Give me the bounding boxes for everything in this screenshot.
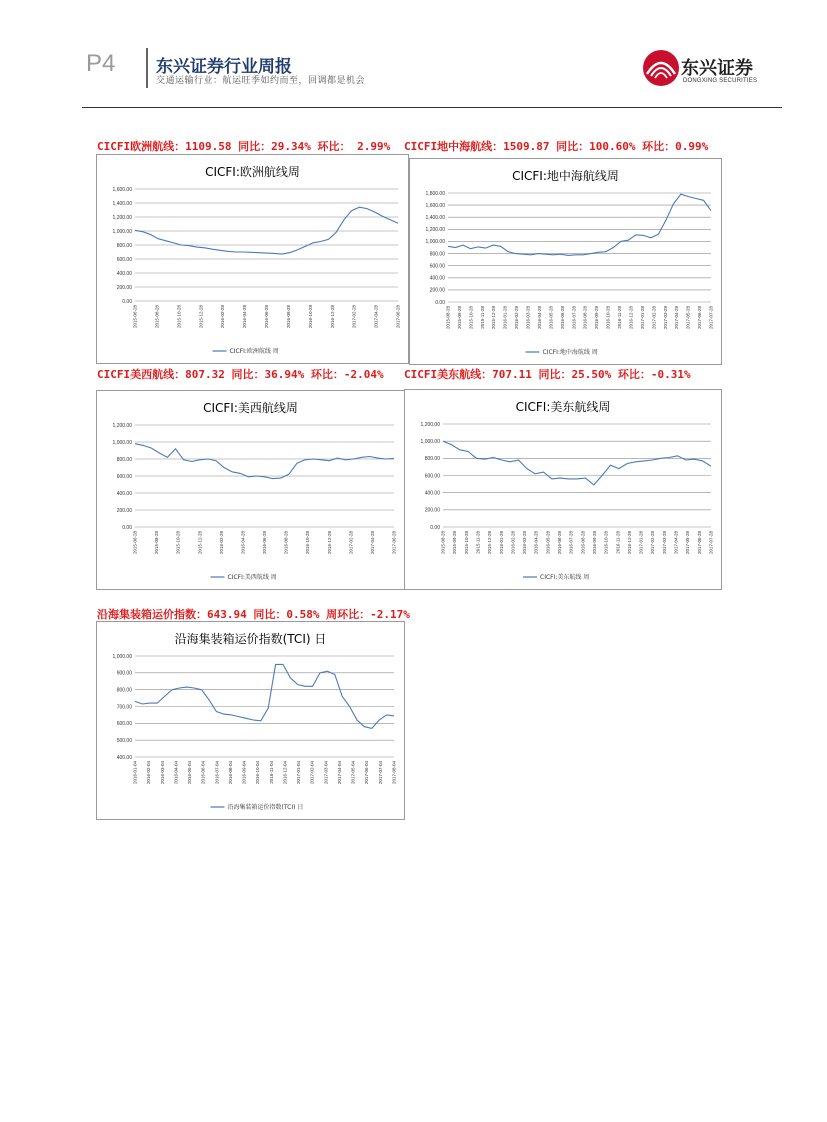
x-tick-label: 2017-06-28 bbox=[395, 305, 401, 329]
x-tick-label: 2017-05-28 bbox=[685, 531, 691, 555]
y-tick-label: 1,600.00 bbox=[425, 202, 445, 209]
x-tick-label: 2016-10-28 bbox=[603, 531, 609, 555]
x-tick-label: 2016-05-04 bbox=[187, 761, 193, 785]
y-tick-label: 1,600.00 bbox=[112, 186, 132, 193]
y-tick-label: 1,000.00 bbox=[112, 653, 132, 660]
x-tick-label: 2017-01-04 bbox=[296, 761, 302, 785]
x-tick-label: 2017-04-28 bbox=[369, 531, 375, 555]
x-tick-label: 2015-12-28 bbox=[491, 306, 497, 330]
header-divider bbox=[146, 48, 148, 88]
series-line bbox=[448, 194, 711, 255]
y-tick-label: 1,000.00 bbox=[112, 228, 132, 235]
x-tick-label: 2015-11-28 bbox=[479, 306, 485, 329]
x-tick-label: 2015-10-28 bbox=[175, 531, 181, 555]
x-tick-label: 2016-11-04 bbox=[268, 761, 274, 784]
x-tick-label: 2016-11-28 bbox=[617, 306, 623, 329]
x-tick-label: 2015-09-28 bbox=[452, 531, 458, 555]
x-tick-label: 2017-06-04 bbox=[364, 761, 370, 785]
x-tick-label: 2015-08-28 bbox=[154, 305, 160, 329]
x-tick-label: 2016-05-28 bbox=[548, 306, 554, 330]
chart-usw bbox=[96, 390, 405, 590]
x-tick-label: 2017-04-04 bbox=[336, 761, 342, 785]
y-tick-label: 500.00 bbox=[116, 737, 132, 744]
x-tick-label: 2016-09-04 bbox=[241, 761, 247, 785]
x-tick-label: 2016-03-28 bbox=[522, 531, 528, 555]
legend-label: CICFI:美东航线 周 bbox=[540, 574, 590, 581]
y-tick-label: 600.00 bbox=[116, 473, 132, 480]
chart-svg bbox=[97, 155, 408, 363]
x-tick-label: 2017-03-04 bbox=[323, 761, 329, 785]
x-tick-label: 2016-06-28 bbox=[262, 531, 267, 555]
series-line bbox=[135, 664, 394, 728]
x-tick-label: 2016-12-04 bbox=[282, 761, 288, 785]
chart-use bbox=[404, 389, 722, 590]
y-tick-label: 0.00 bbox=[435, 299, 445, 306]
x-tick-label: 2016-07-28 bbox=[568, 531, 574, 555]
chart-svg bbox=[405, 390, 721, 589]
x-tick-label: 2017-03-28 bbox=[661, 531, 667, 555]
x-tick-label: 2017-06-28 bbox=[391, 531, 397, 555]
stat-tci: 沿海集装箱运价指数：643.94 同比：0.58% 周环比：-2.17% bbox=[97, 608, 410, 621]
x-tick-label: 2017-05-04 bbox=[350, 761, 356, 785]
x-tick-label: 2016-07-04 bbox=[214, 761, 220, 785]
x-tick-label: 2016-02-04 bbox=[146, 761, 152, 785]
x-tick-label: 2017-01-28 bbox=[638, 531, 644, 555]
report-title: 东兴证券行业周报 bbox=[156, 57, 292, 77]
x-tick-label: 2016-07-28 bbox=[571, 306, 577, 330]
y-tick-label: 1,400.00 bbox=[425, 215, 445, 222]
x-tick-label: 2016-08-28 bbox=[582, 306, 588, 330]
chart-med bbox=[409, 158, 722, 365]
x-tick-label: 2016-10-04 bbox=[255, 761, 261, 785]
y-tick-label: 200.00 bbox=[116, 507, 132, 514]
x-tick-label: 2017-04-28 bbox=[373, 305, 379, 329]
y-tick-label: 1,000.00 bbox=[425, 239, 445, 246]
x-tick-label: 2015-08-28 bbox=[445, 306, 451, 330]
y-tick-label: 400.00 bbox=[116, 490, 132, 497]
x-tick-label: 2017-08-04 bbox=[391, 761, 397, 785]
legend-label: CICFI:欧洲航线 周 bbox=[229, 348, 279, 355]
x-tick-label: 2016-11-28 bbox=[615, 531, 621, 554]
x-tick-label: 2015-12-28 bbox=[197, 531, 203, 555]
x-tick-label: 2016-08-04 bbox=[227, 761, 233, 785]
x-tick-label: 2015-08-28 bbox=[154, 531, 160, 555]
chart-eu bbox=[96, 154, 409, 364]
x-tick-label: 2016-04-28 bbox=[533, 531, 539, 555]
x-tick-label: 2016-08-28 bbox=[580, 531, 586, 555]
y-tick-label: 1,000.00 bbox=[112, 439, 132, 446]
y-tick-label: 1,200.00 bbox=[112, 214, 132, 221]
chart-title: 沿海集装箱运价指数(TCI) 日 bbox=[174, 632, 327, 646]
x-tick-label: 2017-07-28 bbox=[708, 531, 714, 555]
y-tick-label: 0.00 bbox=[430, 524, 440, 531]
legend-label: CICFI:地中海航线 周 bbox=[542, 349, 598, 356]
x-tick-label: 2015-10-28 bbox=[463, 531, 469, 555]
chart-tci bbox=[96, 621, 405, 820]
x-tick-label: 2016-03-04 bbox=[159, 761, 165, 785]
y-tick-label: 1,200.00 bbox=[425, 227, 445, 234]
x-tick-label: 2016-03-28 bbox=[525, 306, 531, 330]
x-tick-label: 2017-04-28 bbox=[674, 306, 680, 330]
y-tick-label: 400.00 bbox=[424, 490, 440, 497]
x-tick-label: 2016-12-28 bbox=[626, 531, 632, 555]
x-tick-label: 2016-06-04 bbox=[200, 761, 206, 785]
x-tick-label: 2017-02-28 bbox=[348, 531, 354, 555]
y-tick-label: 700.00 bbox=[116, 704, 132, 711]
stat-eu: CICFI欧洲航线：1109.58 同比：29.34% 环比： 2.99% bbox=[97, 140, 391, 153]
x-tick-label: 2017-02-28 bbox=[650, 531, 656, 555]
y-tick-label: 1,400.00 bbox=[112, 200, 132, 207]
x-tick-label: 2016-02-28 bbox=[510, 531, 516, 555]
x-tick-label: 2016-12-28 bbox=[329, 305, 335, 329]
logo-cn-text: 东兴证券 bbox=[681, 58, 753, 79]
x-tick-label: 2016-04-28 bbox=[240, 531, 246, 555]
y-tick-label: 1,800.00 bbox=[425, 190, 445, 197]
x-tick-label: 2015-10-28 bbox=[468, 306, 474, 330]
x-tick-label: 2016-01-04 bbox=[132, 761, 138, 785]
y-tick-label: 0.00 bbox=[122, 298, 132, 305]
x-tick-label: 2016-08-28 bbox=[283, 531, 289, 555]
chart-title: CICFI:美西航线周 bbox=[203, 401, 298, 415]
x-tick-label: 2016-04-28 bbox=[242, 305, 248, 329]
x-tick-label: 2016-04-04 bbox=[173, 761, 179, 785]
y-tick-label: 400.00 bbox=[116, 754, 132, 761]
page-header bbox=[0, 0, 827, 110]
y-tick-label: 800.00 bbox=[429, 251, 445, 258]
y-tick-label: 200.00 bbox=[429, 287, 445, 294]
x-tick-label: 2017-02-04 bbox=[309, 761, 315, 785]
y-tick-label: 800.00 bbox=[424, 456, 440, 463]
x-tick-label: 2016-06-28 bbox=[559, 306, 565, 330]
stat-med: CICFI地中海航线：1509.87 同比：100.60% 环比：0.99% bbox=[404, 140, 709, 153]
y-tick-label: 600.00 bbox=[429, 263, 445, 270]
x-tick-label: 2015-09-28 bbox=[456, 306, 462, 330]
series-line bbox=[443, 441, 711, 485]
x-tick-label: 2015-11-28 bbox=[475, 531, 481, 554]
x-tick-label: 2016-06-28 bbox=[557, 531, 563, 555]
x-tick-label: 2017-03-28 bbox=[662, 306, 668, 330]
x-tick-label: 2017-01-28 bbox=[639, 306, 645, 330]
header-rule bbox=[82, 107, 782, 108]
series-line bbox=[135, 207, 398, 254]
x-tick-label: 2015-10-28 bbox=[176, 305, 182, 329]
y-tick-label: 600.00 bbox=[116, 256, 132, 263]
x-tick-label: 2016-12-28 bbox=[628, 306, 634, 330]
x-tick-label: 2017-04-28 bbox=[673, 531, 679, 555]
report-subtitle: 交通运输行业：航运旺季如约而至，回调都是机会 bbox=[156, 76, 366, 86]
chart-svg bbox=[97, 391, 404, 589]
logo-mark-icon bbox=[641, 48, 681, 88]
chart-svg bbox=[410, 159, 721, 364]
x-tick-label: 2017-06-28 bbox=[697, 306, 703, 330]
x-tick-label: 2016-09-28 bbox=[591, 531, 597, 555]
y-tick-label: 900.00 bbox=[116, 670, 132, 677]
x-tick-label: 2015-08-28 bbox=[440, 531, 446, 555]
x-tick-label: 2017-06-28 bbox=[696, 531, 702, 555]
x-tick-label: 2017-07-04 bbox=[377, 761, 383, 785]
x-tick-label: 2016-06-28 bbox=[264, 305, 269, 329]
y-tick-label: 800.00 bbox=[116, 456, 132, 463]
y-tick-label: 800.00 bbox=[116, 242, 132, 249]
x-tick-label: 2015-06-28 bbox=[132, 305, 138, 329]
y-tick-label: 1,200.00 bbox=[420, 421, 440, 428]
x-tick-label: 2015-12-28 bbox=[198, 305, 204, 329]
legend-label: CICFI:美西航线 周 bbox=[227, 574, 277, 581]
x-tick-label: 2016-02-28 bbox=[220, 305, 226, 329]
x-tick-label: 2017-05-28 bbox=[685, 306, 691, 330]
company-logo bbox=[641, 48, 781, 90]
x-tick-label: 2016-10-28 bbox=[307, 305, 313, 329]
page-number: P4 bbox=[86, 50, 116, 77]
y-tick-label: 1,000.00 bbox=[420, 438, 440, 445]
chart-title: CICFI:美东航线周 bbox=[515, 400, 611, 414]
x-tick-label: 2016-12-28 bbox=[326, 531, 332, 555]
y-tick-label: 400.00 bbox=[116, 270, 132, 277]
y-tick-label: 1,200.00 bbox=[112, 422, 132, 429]
y-tick-label: 400.00 bbox=[429, 275, 445, 282]
x-tick-label: 2016-02-28 bbox=[514, 306, 520, 330]
x-tick-label: 2016-05-28 bbox=[545, 531, 551, 555]
x-tick-label: 2016-10-28 bbox=[305, 531, 311, 555]
x-tick-label: 2017-02-28 bbox=[651, 306, 657, 330]
y-tick-label: 600.00 bbox=[116, 721, 132, 728]
x-tick-label: 2016-04-28 bbox=[536, 306, 542, 330]
x-tick-label: 2016-08-28 bbox=[285, 305, 291, 329]
chart-title: CICFI:地中海航线周 bbox=[512, 169, 619, 183]
x-tick-label: 2016-01-28 bbox=[498, 531, 504, 555]
x-tick-label: 2017-07-28 bbox=[708, 306, 714, 330]
stat-use: CICFI美东航线：707.11 同比：25.50% 环比：-0.31% bbox=[404, 368, 691, 381]
logo-en-text: DONGXING SECURITIES bbox=[683, 78, 758, 84]
y-tick-label: 200.00 bbox=[116, 284, 132, 291]
x-tick-label: 2015-06-28 bbox=[132, 531, 138, 555]
y-tick-label: 600.00 bbox=[424, 473, 440, 480]
x-tick-label: 2016-09-28 bbox=[594, 306, 600, 330]
legend-label: 沿海集装箱运价指数(TCI) 日 bbox=[227, 804, 304, 811]
x-tick-label: 2017-02-28 bbox=[351, 305, 357, 329]
stat-usw: CICFI美西航线：807.32 同比：36.94% 环比：-2.04% bbox=[97, 368, 384, 381]
series-line bbox=[135, 444, 394, 479]
y-tick-label: 200.00 bbox=[424, 507, 440, 514]
x-tick-label: 2016-01-28 bbox=[502, 306, 508, 330]
x-tick-label: 2016-10-28 bbox=[605, 306, 611, 330]
x-tick-label: 2015-12-28 bbox=[487, 531, 493, 555]
y-tick-label: 0.00 bbox=[122, 524, 132, 531]
y-tick-label: 800.00 bbox=[116, 687, 132, 694]
chart-title: CICFI:欧洲航线周 bbox=[205, 165, 300, 179]
chart-svg bbox=[97, 622, 404, 819]
x-tick-label: 2016-02-28 bbox=[218, 531, 224, 555]
